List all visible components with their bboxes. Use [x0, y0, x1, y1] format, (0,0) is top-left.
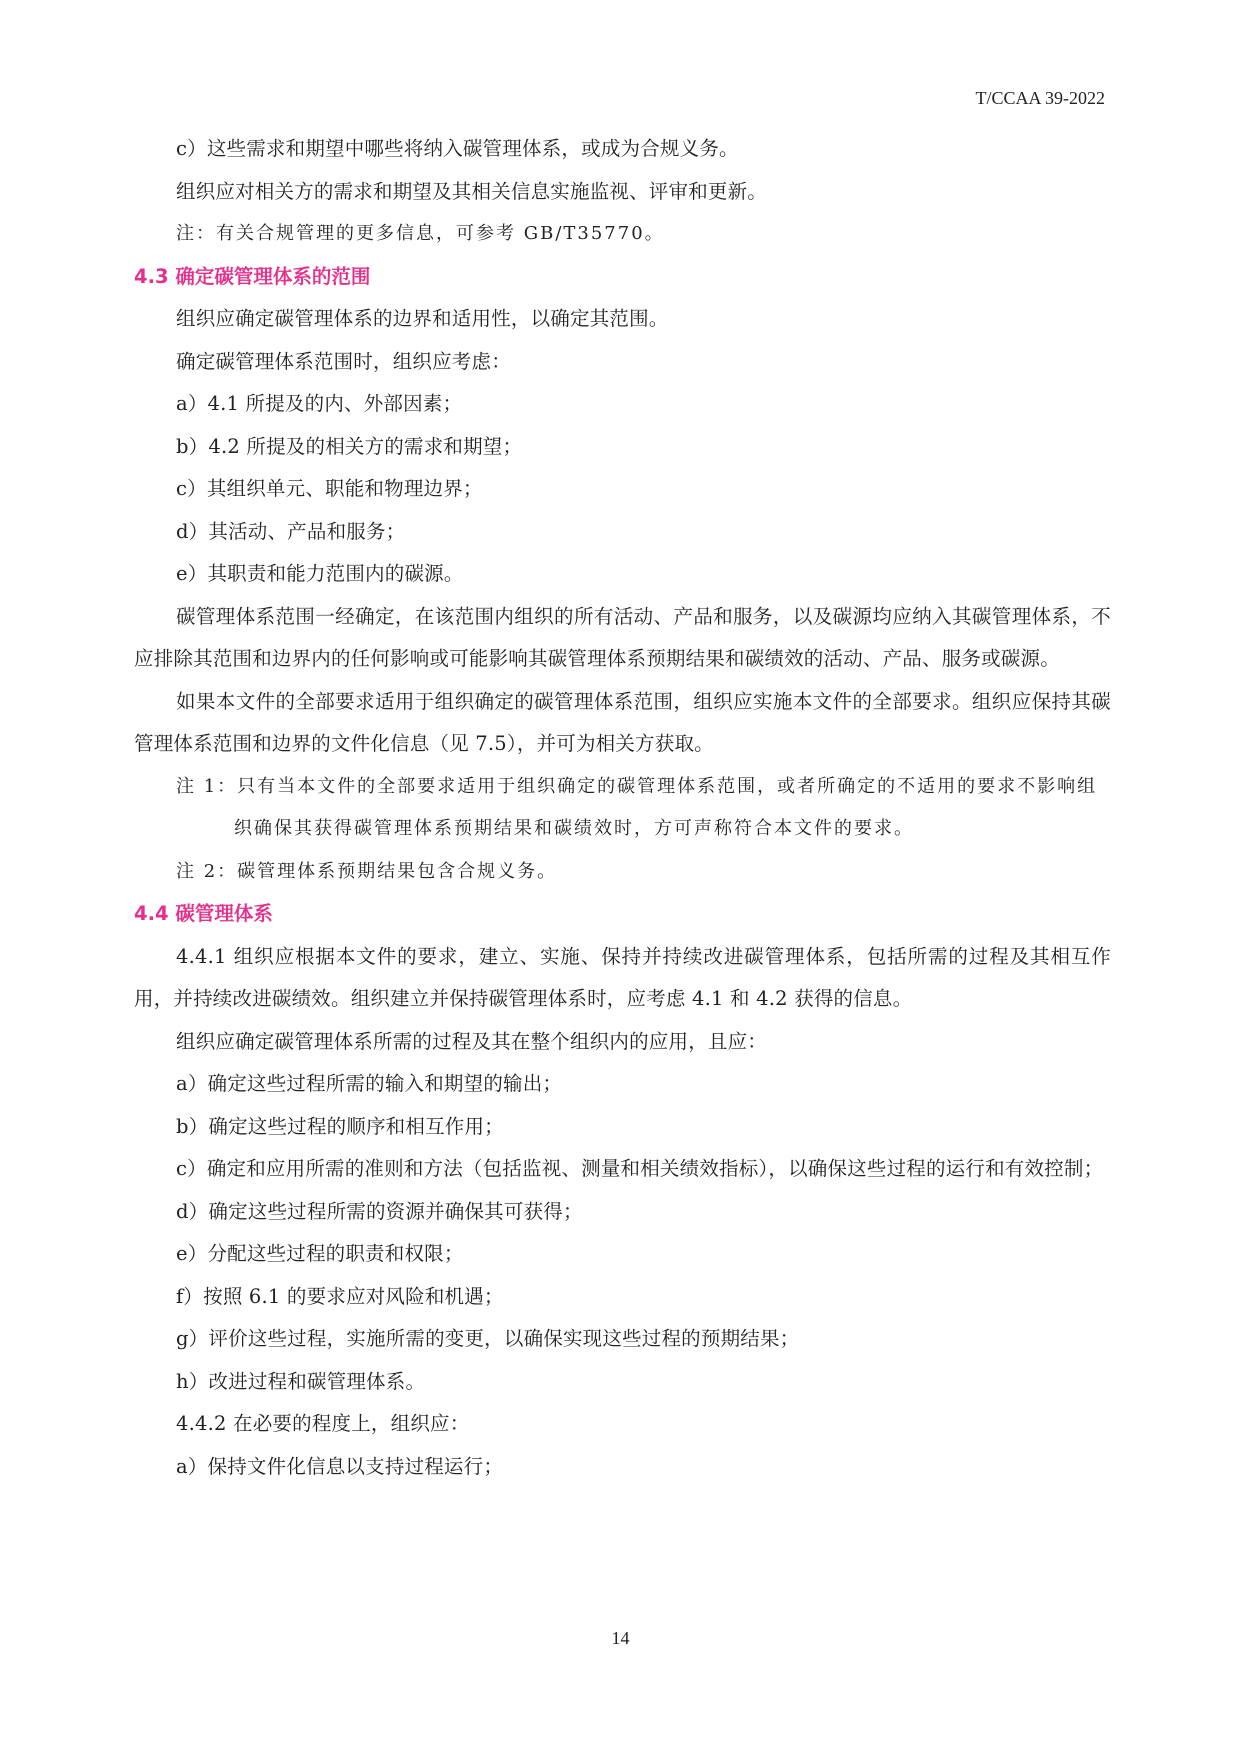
list-item: c）其组织单元、职能和物理边界； [176, 477, 483, 500]
list-item: b）确定这些过程的顺序和相互作用； [176, 1114, 504, 1138]
paragraph: 碳管理体系范围一经确定，在该范围内组织的所有活动、产品和服务，以及碳源均应纳入其碳管理体系，不应排除其范围和边界内的任何影响或可能影响其碳管理体系预期结果和碳绩效的活动、产品、服务或碳源。 [134, 604, 1111, 670]
list-item: a）4.1 所提及的内、外部因素； [176, 392, 463, 415]
paragraph: c）这些需求和期望中哪些将纳入碳管理体系，或成为合规义务。 [176, 137, 739, 160]
section-heading-4-4: 4.4 碳管理体系 [134, 902, 273, 925]
list-item: h）改进过程和碳管理体系。 [176, 1369, 426, 1393]
note: 注：有关合规管理的更多信息，可参考 GB/T35770。 [176, 223, 665, 244]
list-item: d）其活动、产品和服务； [176, 519, 406, 543]
list-item: a）确定这些过程所需的输入和期望的输出； [176, 1072, 563, 1095]
list-item: e）其职责和能力范围内的碳源。 [176, 562, 464, 585]
paragraph: 如果本文件的全部要求适用于组织确定的碳管理体系范围，组织应实施本文件的全部要求。组织应保持其碳管理体系范围和边界的文件化信息（见 7.5），并可为相关方获取。 [134, 689, 1111, 755]
document-id: T/CCAA 39-2022 [975, 88, 1105, 108]
page-content [134, 128, 1111, 1488]
list-item: d）确定这些过程所需的资源并确保其可获得； [176, 1199, 583, 1223]
list-item: e）分配这些过程的职责和权限； [176, 1242, 464, 1265]
paragraph: 4.4.2 在必要的程度上，组织应： [176, 1412, 470, 1435]
section-heading-4-3: 4.3 确定碳管理体系的范围 [134, 264, 371, 288]
paragraph: 组织应对相关方的需求和期望及其相关信息实施监视、评审和更新。 [176, 179, 768, 203]
list-item: c）确定和应用所需的准则和方法（包括监视、测量和相关绩效指标），以确保这些过程的运行和有效控制； [176, 1157, 1104, 1180]
note-2: 注 2：碳管理体系预期结果包含合规义务。 [176, 860, 558, 882]
paragraph: 4.4.1 组织应根据本文件的要求，建立、实施、保持并持续改进碳管理体系，包括所需的过程及其相互作用，并持续改进碳绩效。组织建立并保持碳管理体系时，应考虑 4.1 和 4.2 获得的信息。 [134, 944, 1111, 1010]
paragraph: 组织应确定碳管理体系所需的过程及其在整个组织内的应用，且应： [176, 1029, 768, 1053]
paragraph: 组织应确定碳管理体系的边界和适用性，以确定其范围。 [176, 307, 669, 330]
list-item: b）4.2 所提及的相关方的需求和期望； [176, 434, 523, 458]
note-1: 注 1：只有当本文件的全部要求适用于组织确定的碳管理体系范围，或者所确定的不适用的要求不影响组织确保其获得碳管理体系预期结果和碳绩效时，方可声称符合本文件的要求。 [176, 775, 1098, 839]
list-item: g）评价这些过程，实施所需的变更，以确保实现这些过程的预期结果； [176, 1327, 800, 1350]
list-item: a）保持文件化信息以支持过程运行； [176, 1454, 504, 1478]
paragraph: 确定碳管理体系范围时，组织应考虑： [176, 349, 511, 373]
list-item: f）按照 6.1 的要求应对风险和机遇； [176, 1284, 504, 1308]
page-number: 14 [611, 1628, 630, 1648]
